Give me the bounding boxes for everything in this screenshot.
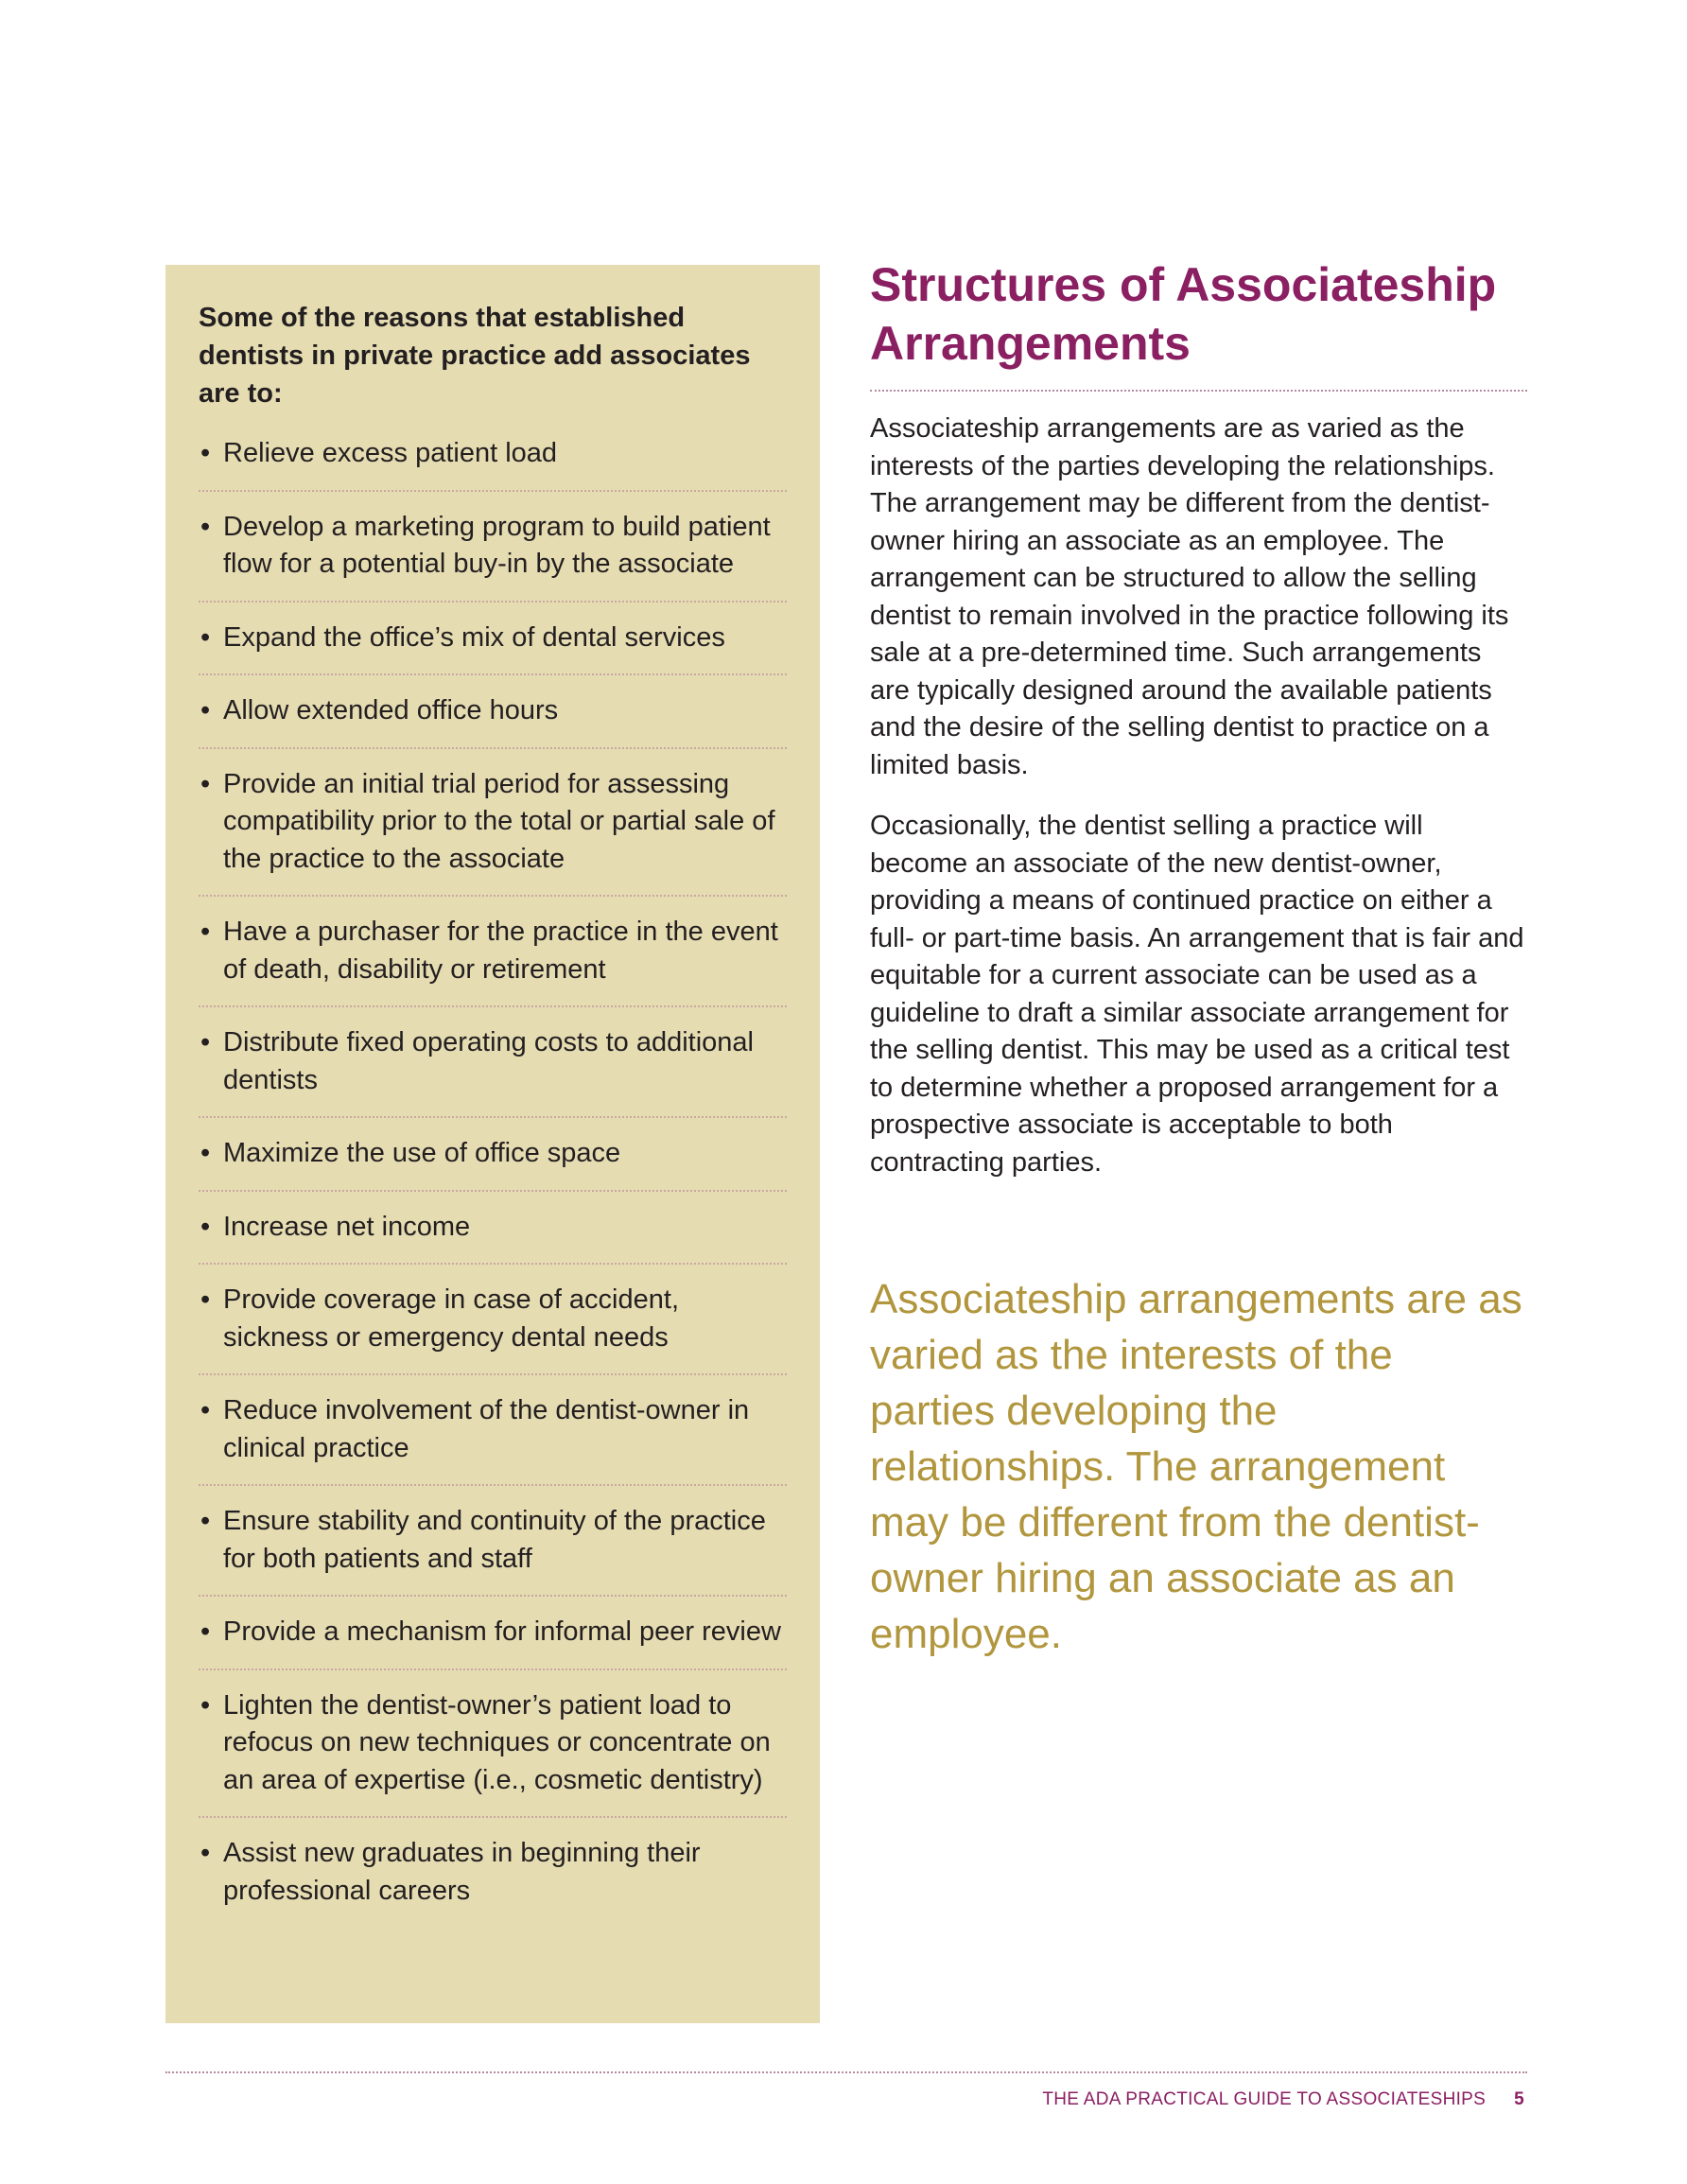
bullet-icon: • [200, 438, 211, 468]
footer-divider [165, 2071, 1527, 2073]
bullet-icon: • [200, 621, 211, 653]
bullet-icon: • [200, 695, 211, 725]
list-item [199, 1614, 787, 1670]
bullet-icon: • [200, 1395, 211, 1425]
bullet-icon: • [200, 511, 211, 542]
bullet-icon: • [200, 1138, 211, 1168]
list-item-text: Develop a marketing program to build patient flow for a potential buy-in by the associate [223, 511, 771, 579]
list-item [199, 1209, 787, 1266]
list-item-text: Have a purchaser for the practice in the event of death, disability or retirement [223, 917, 778, 985]
list-item-text: Lighten the dentist-owner’s patient load to refocus on new techniques or concentrate on an area of expertise (i.e., cosmetic dentistry) [223, 1689, 771, 1795]
bullet-icon: • [200, 1838, 211, 1868]
bullet-icon: • [200, 1506, 211, 1536]
list-item [199, 766, 787, 898]
body-paragraph: Associateship arrangements are as varied as the interests of the parties developing the relationships. The arrangement may be different from the dentist-owner hiring an associate as an employee. The arrangement can be structured to allow the selling dentist to remain involved in the practice following its sale at a pre-determined time. Such arrangements are typically designed around the available patients and the desire of the selling dentist to practice on a limited basis. [870, 413, 1509, 780]
list-item [199, 435, 787, 492]
list-item [199, 1135, 787, 1192]
list-item [199, 1687, 787, 1819]
list-item-text: Provide coverage in case of accident, sickness or emergency dental needs [223, 1284, 679, 1353]
bullet-icon: • [200, 1211, 211, 1242]
list-item-text: Provide a mechanism for informal peer review [223, 1616, 781, 1647]
list-item [199, 620, 787, 676]
list-item-text: Relieve excess patient load [223, 438, 558, 468]
pull-quote: Associateship arrangements are as varied as the interests of the parties developing the relationships. The arrangement may be different from the dentist-owner hiring an associate as an employee. [870, 1276, 1522, 1657]
list-item-text: Expand the office’s mix of dental services [223, 621, 725, 653]
page-number: 5 [1514, 2089, 1524, 2109]
list-item [199, 692, 787, 749]
sidebar-heading: Some of the reasons that established dentists in private practice add associates are to: [199, 303, 751, 409]
bullet-icon: • [200, 1616, 211, 1647]
list-item-text: Distribute fixed operating costs to additional dentists [223, 1027, 754, 1095]
list-item-text: Ensure stability and continuity of the practice for both patients and staff [223, 1506, 766, 1574]
reasons-list [199, 435, 787, 1927]
footer-title: THE ADA PRACTICAL GUIDE TO ASSOCIATESHIPS [1042, 2089, 1487, 2109]
bullet-icon: • [200, 768, 211, 799]
list-item [199, 1835, 787, 1927]
list-item-text: Provide an initial trial period for assessing compatibility prior to the total or partial sale of the practice to the associate [223, 768, 775, 874]
list-item [199, 1282, 787, 1375]
list-item-text: Increase net income [223, 1211, 471, 1242]
body-paragraph: Occasionally, the dentist selling a practice will become an associate of the new dentist-owner, providing a means of continued practice on either a full- or part-time basis. An arrangement that is fair and equitable for a current associate can be used as a guideline to draft a similar associate arrangement for the selling dentist. This may be used as a critical test to determine whether a proposed arrangement for a prospective associate is acceptable to both contracting parties. [870, 811, 1524, 1178]
list-item-text: Reduce involvement of the dentist-owner in clinical practice [223, 1395, 750, 1463]
reasons-sidebar [165, 265, 820, 2023]
page-footer [1042, 2088, 1524, 2111]
list-item-text: Maximize the use of office space [223, 1138, 621, 1168]
page-title: Structures of Associateship Arrangements [870, 255, 1527, 392]
list-item-text: Assist new graduates in beginning their professional careers [223, 1838, 701, 1906]
list-item [199, 1392, 787, 1486]
bullet-icon: • [200, 1027, 211, 1057]
main-content [870, 255, 1527, 1662]
bullet-icon: • [200, 1284, 211, 1315]
bullet-icon: • [200, 1689, 211, 1721]
list-item [199, 914, 787, 1007]
list-item [199, 509, 787, 603]
list-item [199, 1024, 787, 1118]
list-item [199, 1503, 787, 1597]
bullet-icon: • [200, 917, 211, 947]
list-item-text: Allow extended office hours [223, 695, 559, 725]
